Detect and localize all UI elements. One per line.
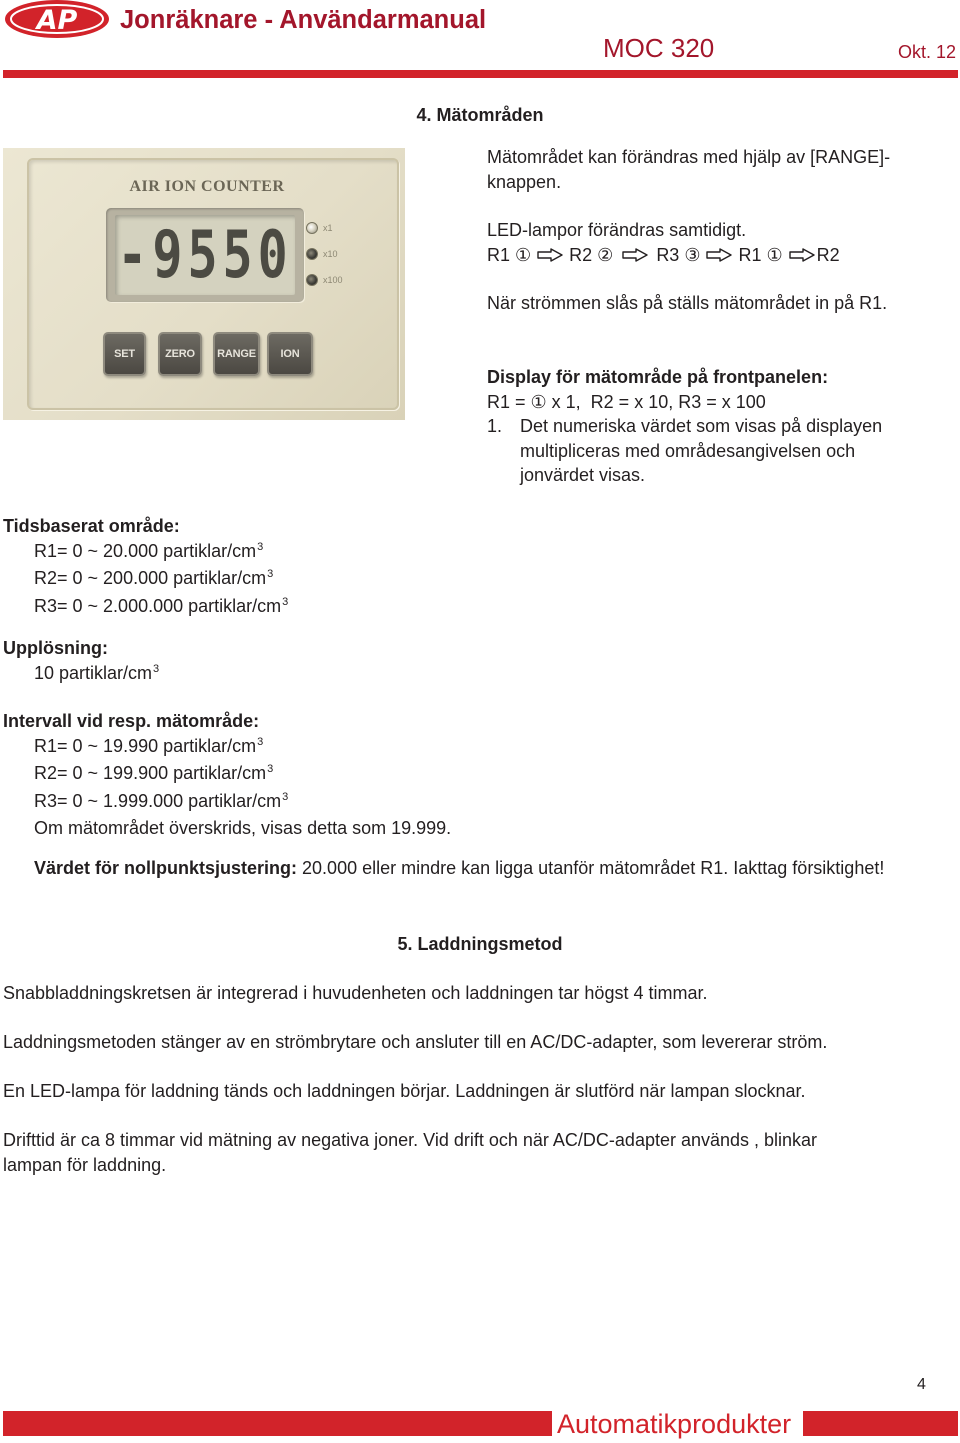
footer-bar-left	[3, 1411, 552, 1436]
display-info-heading: Display för mätområde på frontpanelen:	[487, 367, 829, 387]
text-line: Det numeriska värdet som visas på displayen	[520, 416, 883, 436]
header-divider	[3, 70, 958, 78]
right-arrow-icon	[789, 248, 815, 262]
document-title: Jonräknare - Användarmanual	[120, 6, 487, 34]
zero-adjust-note	[34, 856, 884, 881]
range-value: R2= 0 ~ 199.900 partiklar/cm	[34, 763, 267, 783]
lcd-reading: -9550	[117, 217, 293, 293]
range-indicator-label: x100	[323, 275, 343, 285]
overflow-note: Om mätområdet överskrids, visas detta som 19.999.	[34, 818, 452, 838]
interval-r3	[3, 789, 451, 817]
range-value: R2= 0 ~ 200.000 partiklar/cm	[34, 568, 267, 588]
range-value: R1= 0 ~ 19.990 partiklar/cm	[34, 735, 257, 756]
power-on-text: När strömmen slås på ställs mätområdet in på R1.	[487, 293, 888, 313]
device-ion-button: ION	[267, 332, 313, 376]
device-range-button: RANGE	[213, 332, 260, 376]
zero-adjust-label: Värdet för nollpunktsjustering:	[34, 858, 298, 878]
range-indicator-1	[306, 222, 366, 234]
interval-heading: Intervall vid resp. mätområde:	[3, 711, 260, 731]
interval-r1	[3, 734, 451, 762]
led-icon	[306, 248, 318, 260]
unit-exponent: 3	[267, 763, 274, 775]
range-indicator-3	[306, 274, 366, 286]
unit-exponent: 3	[267, 568, 274, 580]
time-range-block	[3, 514, 288, 621]
panel-brand-label: AIR ION COUNTER	[129, 178, 285, 195]
sequence-step: R2 ②	[569, 244, 614, 265]
sequence-step: R1 ①	[487, 244, 532, 265]
interval-block	[3, 709, 451, 841]
device-zero-button: ZERO	[158, 332, 202, 376]
charging-paragraph-4	[3, 1128, 817, 1177]
led-change-block	[487, 218, 840, 267]
charging-paragraph-2: Laddningsmetoden stänger av en strömbrytare och ansluter till en AC/DC-adapter, som levererar ström.	[3, 1032, 828, 1052]
range-indicator-label: x1	[323, 223, 333, 233]
unit-exponent: 3	[153, 662, 160, 675]
sequence-step: R2	[816, 244, 840, 265]
company-logo	[3, 0, 111, 40]
time-range-r1	[3, 539, 288, 567]
footer-bar-right	[803, 1411, 958, 1436]
right-arrow-icon	[706, 248, 732, 262]
display-info-block	[487, 365, 882, 488]
document-date: Okt. 12	[898, 42, 957, 62]
right-arrow-icon	[537, 248, 563, 262]
section-5-heading: 5. Laddningsmetod	[397, 934, 563, 954]
unit-exponent: 3	[257, 735, 264, 748]
text-line: Mätområdet kan förändras med hjälp av [RANGE]-	[487, 147, 891, 167]
resolution-block	[3, 636, 159, 688]
device-front-panel-photo	[3, 148, 405, 420]
product-model: MOC 320	[603, 33, 715, 63]
unit-exponent: 3	[257, 540, 264, 553]
range-value: R3= 0 ~ 1.999.000 partiklar/cm	[34, 790, 282, 811]
resolution-value	[3, 661, 159, 689]
time-range-heading: Tidsbaserat område:	[3, 516, 180, 536]
sequence-step: R1 ①	[738, 244, 783, 265]
right-arrow-icon	[622, 248, 648, 262]
led-icon	[306, 222, 318, 234]
resolution-heading: Upplösning:	[3, 638, 108, 658]
led-change-text: LED-lampor förändras samtidigt.	[487, 220, 747, 240]
lcd-bezel	[106, 208, 304, 302]
range-sequence	[487, 243, 840, 268]
section-4-heading: 4. Mätområden	[416, 105, 544, 125]
time-range-r2	[3, 566, 288, 594]
display-note-item	[487, 414, 882, 488]
sequence-step: R3 ③	[656, 244, 701, 265]
logo-text: AP	[36, 5, 78, 36]
text-line: knappen.	[487, 171, 562, 192]
page-number: 4	[917, 1376, 926, 1393]
range-indicator-2	[306, 248, 366, 260]
resolution-text: 10 partiklar/cm	[34, 662, 153, 683]
range-indicator-label: x10	[323, 249, 338, 259]
charging-paragraph-3: En LED-lampa för laddning tänds och laddningen börjar. Laddningen är slutförd när lampan slocknar.	[3, 1081, 806, 1101]
range-value: R1= 0 ~ 20.000 partiklar/cm	[34, 540, 257, 561]
led-icon	[306, 274, 318, 286]
text-line: jonvärdet visas.	[520, 465, 646, 485]
unit-exponent: 3	[282, 595, 289, 608]
range-intro	[487, 145, 890, 194]
range-value: R3= 0 ~ 2.000.000 partiklar/cm	[34, 595, 282, 616]
lcd-screen	[115, 215, 295, 295]
unit-exponent: 3	[282, 790, 289, 803]
time-range-r3	[3, 594, 288, 622]
interval-r2	[3, 761, 451, 789]
display-multipliers: R1 = ① x 1, R2 = x 10, R3 = x 100	[487, 391, 766, 412]
text-line: lampan för laddning.	[3, 1154, 167, 1175]
footer-company-name: Automatikprodukter	[557, 1409, 792, 1439]
text-line: multipliceras med områdesangivelsen och	[520, 440, 856, 461]
device-set-button: SET	[103, 332, 146, 376]
zero-adjust-text: 20.000 eller mindre kan ligga utanför mätområdet R1. Iakttag försiktighet!	[302, 858, 885, 878]
charging-paragraph-1: Snabbladdningskretsen är integrerad i huvudenheten och laddningen tar högst 4 timmar.	[3, 983, 708, 1003]
list-number: 1.	[487, 416, 503, 436]
text-line: Drifttid är ca 8 timmar vid mätning av negativa joner. Vid drift och när AC/DC-adapter används , blinkar	[3, 1130, 818, 1150]
list-text	[520, 414, 882, 488]
